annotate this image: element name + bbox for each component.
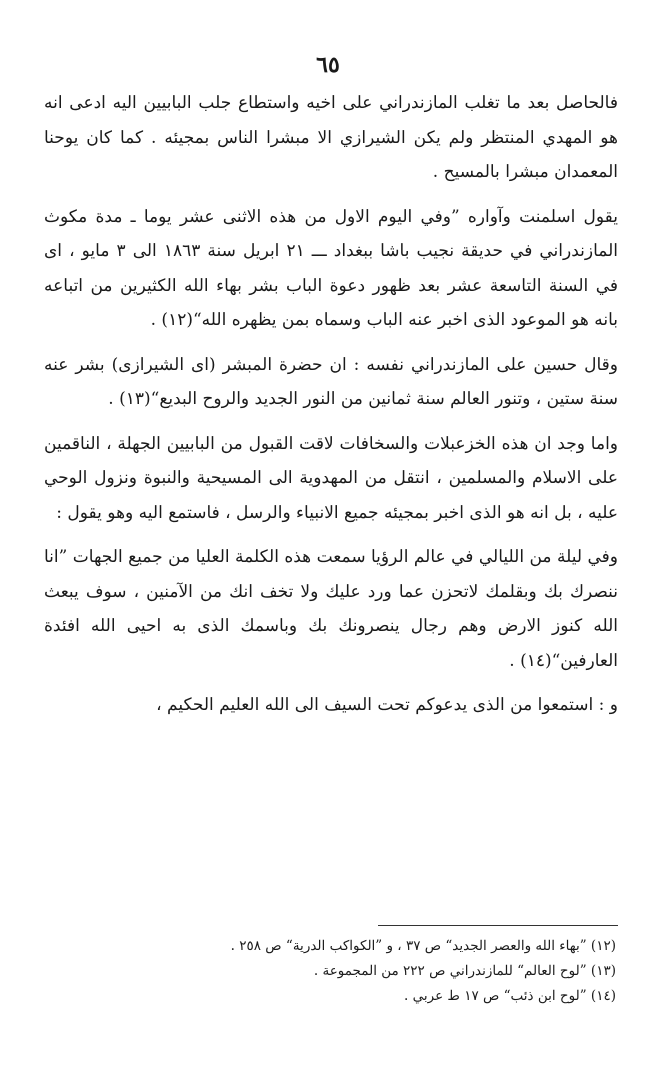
body-text <box>44 86 618 733</box>
footnote: (١٤) ”لوح ابن ذئب“ ص ١٧ ط عربي . <box>404 988 616 1004</box>
paragraph: واما وجد ان هذه الخزعبلات والسخافات لاقت القبول من البابيين الجهلة ، الناقمين على الاسلام والمسلمين ، انتقل من المهدوية الى المسيحية والنبوة ونزول الوحي عليه ، بل انه هو الذى اخبر بمجيئه جميع الانبياء والرسل ، فاستمع اليه وهو يقول : <box>44 433 618 523</box>
paragraph: وفي ليلة من الليالي في عالم الرؤيا سمعت هذه الكلمة العليا من جميع الجهات ”انا ننصرك بك وبقلمك لاتحزن عما ورد عليك ولا تخف انك من الآمنين ، سوف يبعث الله كنوز الارض وهم رجال ينصرونك بك وباسمك الذى به احيى الله افئدة العارفين“(١٤) . <box>44 547 618 671</box>
footnote: (١٣) ”لوح العالم“ للمازندراني ص ٢٢٢ من المجموعة . <box>313 963 616 979</box>
paragraph: يقول اسلمنت وآواره ”وفي اليوم الاول من هذه الاثنى عشر يوما ـ مدة مكوث المازندراني في حديقة نجيب باشا ببغداد ـــ ٢١ ابريل سنة ١٨٦٣ الى ٣ مايو ، اى في السنة التاسعة عشر بعد ظهور دعوة الباب بشر بهاء الله الكثيرين من اتباعه بانه هو الموعود الذى اخبر عنه الباب وسماه بمن يظهره الله“(١٢) . <box>44 206 618 330</box>
paragraph: وقال حسين على المازندراني نفسه : ان حضرة المبشر (اى الشيرازى) بشر عنه سنة ستين ، وتنور العالم سنة ثمانين من النور الجديد والروح البديع“(١٣) . <box>44 354 618 409</box>
paragraph: فالحاصل بعد ما تغلب المازندراني على اخيه واستطاع جلب البابيين اليه ادعى انه هو المهدي المنتظر ولم يكن الشيرازي الا مبشرا الناس بمجيئه . كما كان يوحنا المعمدان مبشرا بالمسيح . <box>44 93 618 182</box>
footnotes <box>36 934 616 1009</box>
footnote: (١٢) ”بهاء الله والعصر الجديد“ ص ٣٧ ، و ”الكواكب الدرية“ ص ٢٥٨ . <box>230 938 616 954</box>
footnote-divider <box>378 925 618 926</box>
page-number: ٦٥ <box>316 52 340 78</box>
paragraph: و : استمعوا من الذى يدعوكم تحت السيف الى الله العليم الحكيم ، <box>156 695 618 715</box>
